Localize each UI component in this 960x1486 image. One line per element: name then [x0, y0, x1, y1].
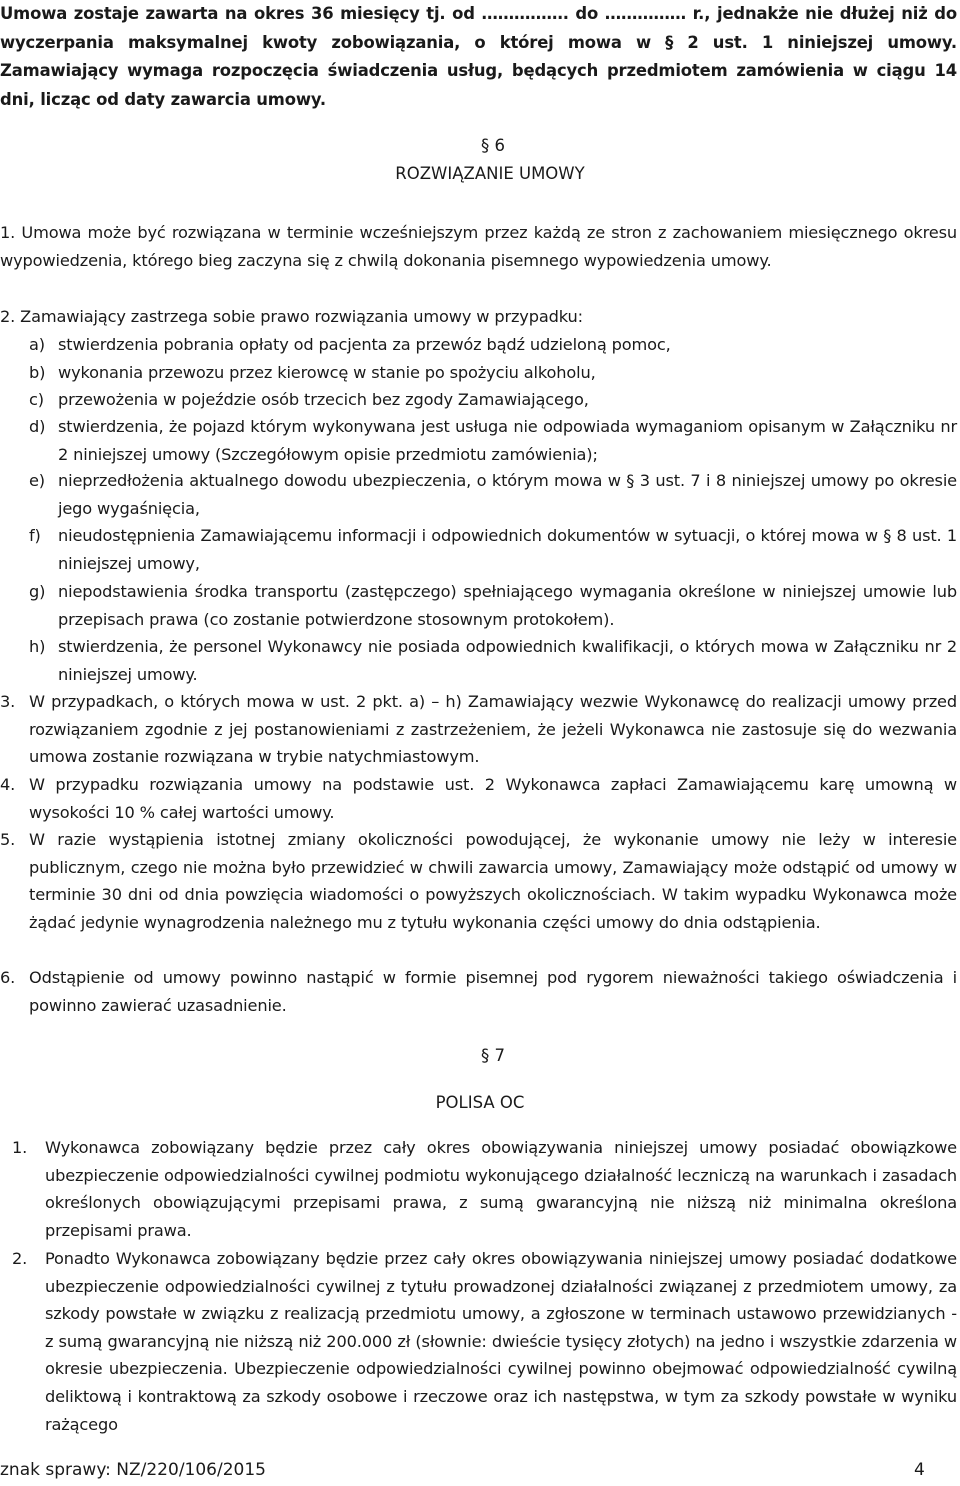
item-text: przewożenia w pojeździe osób trzecich bez zgody Zamawiającego, [58, 390, 589, 409]
sec7-point-2 [12, 1245, 957, 1438]
item-text: stwierdzenia, że personel Wykonawcy nie posiada odpowiednich kwalifikacji, o których mowa w Załączniku nr 2 niniejszej umowy. [58, 637, 957, 684]
point-text: Odstąpienie od umowy powinno nastąpić w formie pisemnej pod rygorem nieważności takiego oświadczenia i powinno zawierać uzasadnienie. [29, 968, 957, 1015]
point-num: 4. [0, 775, 16, 794]
sec6-point-2 [0, 303, 957, 331]
point-text: Ponadto Wykonawca zobowiązany będzie przez cały okres obowiązywania niniejszej umowy posiadać dodatkowe ubezpieczenie odpowiedzialności cywilnej z tytułu prowadzonej działalności związanej z przedmiotem umowy, za szkody powstałe w związku z realizacją przedmiotu umowy, a zgłoszone w terminach ustawowo przewidzianych - z sumą gwarancyjną nie niższą niż 200.000 zł (słownie: dwieście tysięcy złotych) na jedno i wszystkie zdarzenia w okresie ubezpieczenia. Ubezpieczenie odpowiedzialności cywilnej powinno obejmować odpowiedzialność cywilną deliktową i kontraktową za szkody osobowe i rzeczowe oraz ich następstwa, w tym za szkody powstałe w wyniku rażącego [45, 1249, 957, 1434]
item-label: h) [29, 637, 46, 656]
sec7-point-1 [12, 1134, 957, 1244]
point-num: 1. [12, 1138, 28, 1157]
point-num: 6. [0, 968, 16, 987]
item-label: d) [29, 417, 46, 436]
item-text: stwierdzenia pobrania opłaty od pacjenta za przewóz bądź udzieloną pomoc, [58, 335, 671, 354]
section-6-number: § 6 [481, 136, 505, 155]
sec6-item-g [29, 578, 957, 633]
item-label: b) [29, 363, 46, 382]
case-number: znak sprawy: NZ/220/106/2015 [0, 1460, 266, 1480]
sec6-point-1 [0, 219, 957, 274]
sec6-point-1-num: 1. [0, 223, 16, 242]
item-text: wykonania przewozu przez kierowcę w stanie po spożyciu alkoholu, [58, 363, 596, 382]
point-text: W przypadkach, o których mowa w ust. 2 pkt. a) – h) Zamawiający wezwie Wykonawcę do realizacji umowy przed rozwiązaniem zgodnie z jej postanowieniami z zastrzeżeniem, że jeżeli Wykonawca nie zastosuje się do wezwania umowa zostanie rozwiązana w trybie natychmiastowym. [29, 692, 957, 767]
item-text: nieprzedłożenia aktualnego dowodu ubezpieczenia, o którym mowa w § 3 ust. 7 i 8 niniejszej umowy po okresie jego wygaśnięcia, [58, 471, 957, 518]
sec6-item-f [29, 522, 957, 577]
point-num: 5. [0, 830, 16, 849]
item-label: c) [29, 390, 44, 409]
section-7-number: § 7 [481, 1046, 505, 1065]
point-num: 3. [0, 692, 16, 711]
point-num: 2. [12, 1249, 28, 1268]
sec6-item-d [29, 413, 957, 468]
sec6-point-2-text: Zamawiający zastrzega sobie prawo rozwiązania umowy w przypadku: [20, 307, 583, 326]
sec6-item-h [29, 633, 957, 688]
section-7-title: POLISA OC [435, 1093, 525, 1112]
sec6-item-a [29, 331, 957, 359]
point-text: Wykonawca zobowiązany będzie przez cały okres obowiązywania niniejszej umowy posiadać obowiązkowe ubezpieczenie odpowiedzialności cywilnej podmiotu wykonującego działalność leczniczą na warunkach i zasadach określonych obowiązującymi przepisami prawa, z sumą gwarancyjną nie niższą niż minimalna określona przepisami prawa. [45, 1138, 957, 1240]
item-label: a) [29, 335, 45, 354]
sec6-point-3 [0, 688, 957, 771]
item-label: e) [29, 471, 45, 490]
page-number: 4 [914, 1460, 925, 1480]
sec6-point-6 [0, 964, 957, 1019]
item-label: g) [29, 582, 46, 601]
sec6-item-c [29, 386, 957, 414]
item-label: f) [29, 526, 41, 545]
sec6-point-2-num: 2. [0, 307, 16, 326]
section-6-title: ROZWIĄZANIE UMOWY [395, 164, 585, 183]
item-text: stwierdzenia, że pojazd którym wykonywana jest usługa nie odpowiada wymaganiom opisanym w Załączniku nr 2 niniejszej umowy (Szczegółowym opisie przedmiotu zamówienia); [58, 417, 957, 464]
sec6-point-4 [0, 771, 957, 826]
point-text: W przypadku rozwiązania umowy na podstawie ust. 2 Wykonawca zapłaci Zamawiającemu karę umowną w wysokości 10 % całej wartości umowy. [29, 775, 957, 822]
sec6-point-5 [0, 826, 957, 936]
item-text: nieudostępnienia Zamawiającemu informacji i odpowiednich dokumentów w sytuacji, o której mowa w § 8 ust. 1 niniejszej umowy, [58, 526, 957, 573]
sec6-item-b [29, 359, 957, 387]
sec6-point-1-text: Umowa może być rozwiązana w terminie wcześniejszym przez każdą ze stron z zachowaniem miesięcznego okresu wypowiedzenia, którego bieg zaczyna się z chwilą dokonania pisemnego wypowiedzenia umowy. [0, 223, 957, 270]
intro-paragraph: Umowa zostaje zawarta na okres 36 miesięcy tj. od ……………. do …………… r., jednakże nie dłużej niż do wyczerpania maksymalnej kwoty zobowiązania, o której mowa w § 2 ust. 1 niniejszej umowy. Zamawiający wymaga rozpoczęcia świadczenia usług, będących przedmiotem zamówienia w ciągu 14 dni, licząc od daty zawarcia umowy. [0, 4, 957, 109]
item-text: niepodstawienia środka transportu (zastępczego) spełniającego wymagania określone w niniejszej umowie lub przepisach prawa (co zostanie potwierdzone stosownym protokołem). [58, 582, 957, 629]
point-text: W razie wystąpienia istotnej zmiany okoliczności powodującej, że wykonanie umowy nie leży w interesie publicznym, czego nie można było przewidzieć w chwili zawarcia umowy, Zamawiający może odstąpić od umowy w terminie 30 dni od dnia powzięcia wiadomości o powyższych okolicznościach. W takim wypadku Wykonawca może żądać jedynie wynagrodzenia należnego mu z tytułu wykonania części umowy do dnia odstąpienia. [29, 830, 957, 932]
sec6-item-e [29, 467, 957, 522]
